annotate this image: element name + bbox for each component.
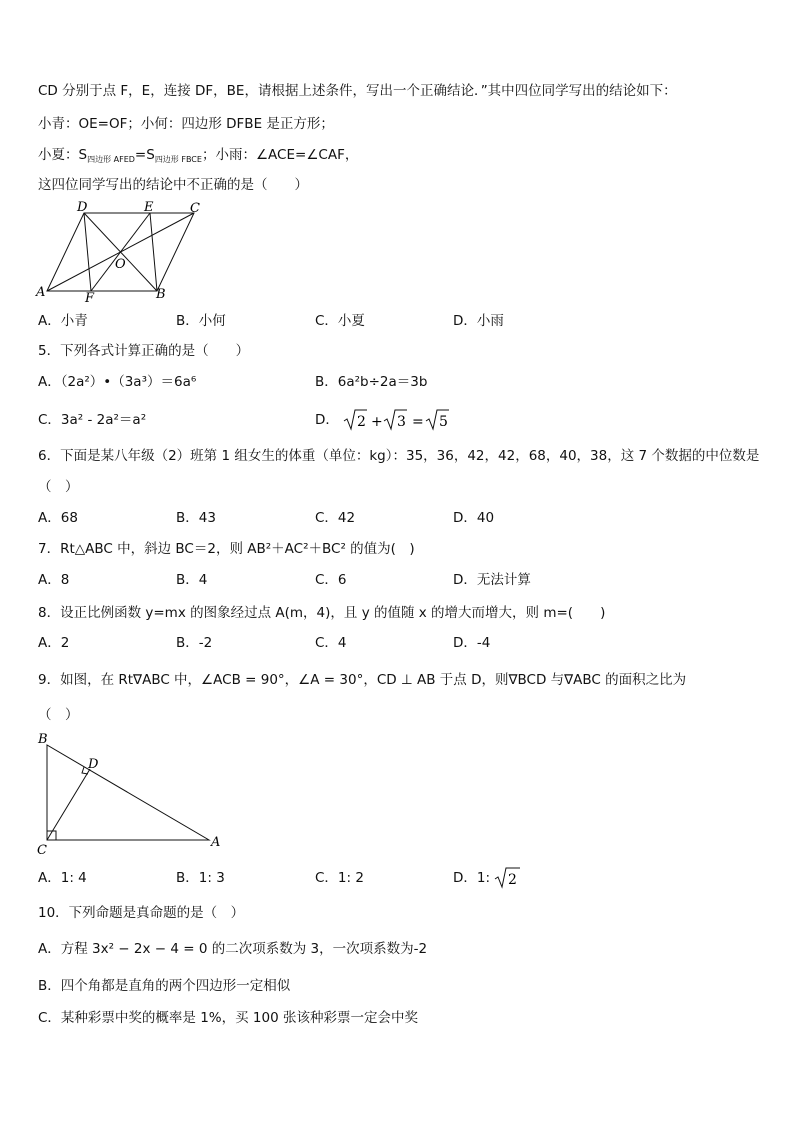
q8-option-c[interactable]: C．4 bbox=[315, 635, 347, 651]
figure-label-F: F bbox=[85, 291, 95, 304]
svg-text:3: 3 bbox=[397, 414, 407, 430]
q5-option-d[interactable]: D． 2 + 3 = 5 bbox=[315, 406, 453, 432]
q10-stem: 10．下列命题是真命题的是（ ） bbox=[38, 905, 245, 921]
q4-option-b[interactable]: B．小何 bbox=[176, 313, 226, 329]
q9-stem-paren: （ ） bbox=[38, 707, 79, 723]
q8-option-b[interactable]: B．-2 bbox=[176, 635, 213, 651]
q8-stem: 8．设正比例函数 y=mx 的图象经过点 A(m，4)，且 y 的值随 x 的增大而增大，则 m=( ) bbox=[38, 605, 606, 621]
svg-text:2: 2 bbox=[357, 414, 367, 430]
q4-option-a[interactable]: A．小青 bbox=[38, 313, 88, 329]
q9-option-d-radical bbox=[494, 864, 524, 890]
q7-option-c[interactable]: C．6 bbox=[315, 572, 347, 588]
q4-conclusions-line1: 小青：OE=OF；小何：四边形 DFBE 是正方形； bbox=[38, 116, 334, 132]
q5-option-c[interactable]: C．3a² - 2a²＝a² bbox=[38, 412, 147, 428]
q9-option-b[interactable]: B．1: 3 bbox=[176, 870, 225, 886]
q9-stem: 9．如图，在 Rt∇ABC 中，∠ACB = 90°，∠A = 30°，CD ⊥ AB 于点 D，则∇BCD 与∇ABC 的面积之比为 bbox=[38, 672, 687, 688]
q8-option-a[interactable]: A．2 bbox=[38, 635, 70, 651]
q5-option-d-radicals bbox=[343, 406, 453, 432]
svg-text:5: 5 bbox=[439, 414, 449, 430]
q6-option-d[interactable]: D．40 bbox=[453, 510, 495, 526]
q6-option-a[interactable]: A．68 bbox=[38, 510, 78, 526]
q5-stem: 5．下列各式计算正确的是（ ） bbox=[38, 343, 250, 359]
figure-label-B: B bbox=[38, 732, 48, 747]
figure-label-D: D bbox=[88, 757, 99, 772]
figure-label-E: E bbox=[144, 200, 154, 215]
right-triangle-figure bbox=[34, 728, 230, 858]
q9-option-a[interactable]: A．1: 4 bbox=[38, 870, 87, 886]
q6-option-c[interactable]: C．42 bbox=[315, 510, 356, 526]
q7-option-d[interactable]: D．无法计算 bbox=[453, 572, 531, 588]
svg-text:+: + bbox=[371, 414, 383, 430]
q10-option-a[interactable]: A．方程 3x² − 2x − 4 = 0 的二次项系数为 3，一次项系数为-2 bbox=[38, 941, 428, 957]
figure-label-C: C bbox=[37, 843, 47, 858]
q7-option-a[interactable]: A．8 bbox=[38, 572, 70, 588]
q5-option-a[interactable]: A．（2a²）•（3a³）＝6a⁶ bbox=[38, 374, 197, 390]
figure-label-O: O bbox=[115, 257, 126, 272]
q7-option-b[interactable]: B．4 bbox=[176, 572, 208, 588]
figure-label-A: A bbox=[211, 835, 221, 850]
figure-label-D: D bbox=[77, 200, 88, 215]
figure-label-B: B bbox=[156, 287, 166, 302]
figure-label-C: C bbox=[190, 201, 200, 216]
q6-option-b[interactable]: B．43 bbox=[176, 510, 216, 526]
q4-stem: 这四位同学写出的结论中不正确的是（ ） bbox=[38, 177, 308, 193]
q8-option-d[interactable]: D．-4 bbox=[453, 635, 491, 651]
figure-label-A: A bbox=[36, 285, 46, 300]
q5-option-b[interactable]: B．6a²b÷2a＝3b bbox=[315, 374, 428, 390]
svg-text:=: = bbox=[412, 414, 424, 430]
parallelogram-figure bbox=[34, 198, 214, 304]
q6-stem-paren: （ ） bbox=[38, 479, 79, 495]
q9-option-d[interactable]: D．1: 2 bbox=[453, 864, 524, 890]
q4-option-d[interactable]: D．小雨 bbox=[453, 313, 504, 329]
q4-option-c[interactable]: C．小夏 bbox=[315, 313, 365, 329]
q9-option-c[interactable]: C．1: 2 bbox=[315, 870, 364, 886]
svg-text:2: 2 bbox=[508, 872, 518, 888]
q6-stem: 6．下面是某八年级（2）班第 1 组女生的体重（单位：kg）：35，36，42，42，68，40，38，这 7 个数据的中位数是 bbox=[38, 448, 760, 464]
q7-stem: 7．Rt△ABC 中，斜边 BC＝2，则 AB²＋AC²＋BC² 的值为( ) bbox=[38, 541, 415, 557]
q10-option-c[interactable]: C．某种彩票中奖的概率是 1%，买 100 张该种彩票一定会中奖 bbox=[38, 1010, 418, 1026]
q10-option-b[interactable]: B．四个角都是直角的两个四边形一定相似 bbox=[38, 978, 291, 994]
q4-continuation: CD 分别于点 F，E，连接 DF，BE，请根据上述条件，写出一个正确结论．”其中四位同学写出的结论如下： bbox=[38, 83, 677, 99]
q4-conclusions-line2: 小夏：$S_{四边形 AFED}=S_{四边形 FBCE}$；小雨：∠ACE=∠CAF， bbox=[38, 147, 359, 164]
